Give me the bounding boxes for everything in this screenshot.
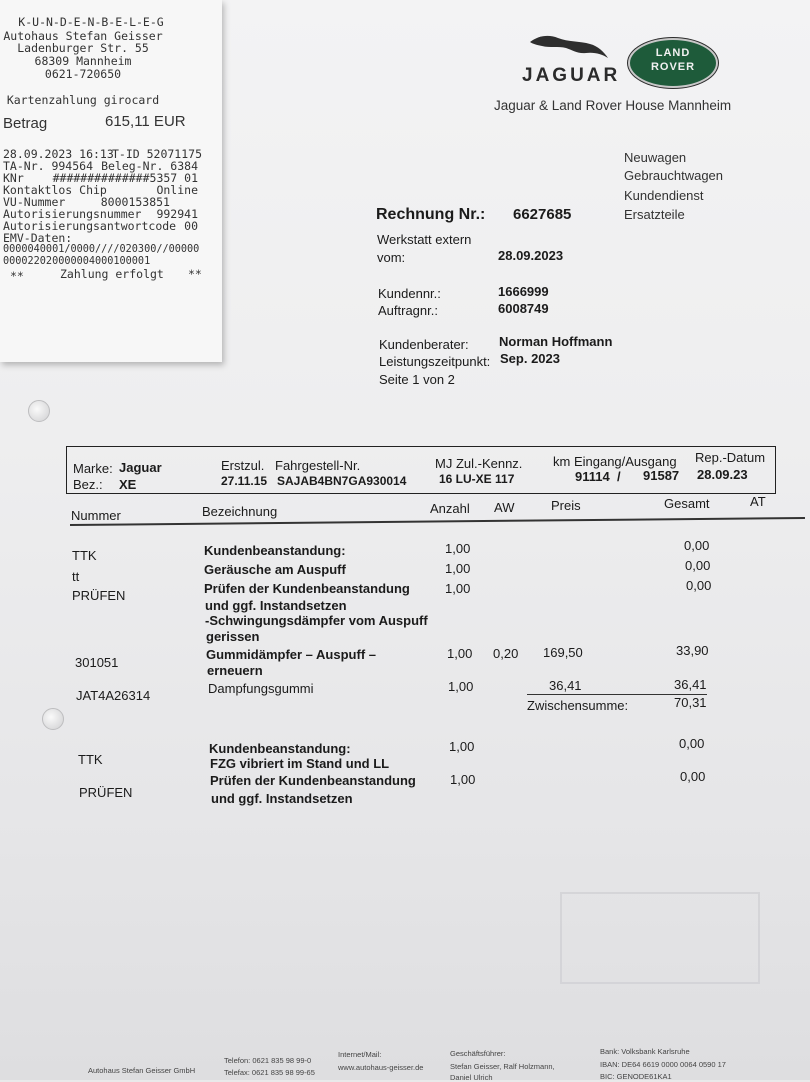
col-anzahl: Anzahl: [430, 501, 470, 516]
mj: 16 LU-XE 117: [439, 472, 515, 486]
lr-rover: ROVER: [650, 61, 696, 73]
receipt-amount: 615,11 EUR: [105, 113, 186, 130]
card-receipt: [0, 0, 222, 362]
receipt-title: K-U-N-D-E-N-B-E-L-E-G: [18, 15, 164, 29]
receipt-line-r: ##############5357 01: [52, 171, 198, 185]
subtotal-label: Zwischensumme:: [527, 698, 629, 713]
receipt-status-right: **: [188, 267, 202, 281]
bez-label: Bez.:: [73, 477, 103, 492]
footer-tel: Telefon: 0621 835 98 99-0: [224, 1056, 312, 1065]
km-out: 91587: [643, 468, 680, 483]
row-anz: 1,00: [445, 561, 471, 576]
km-in: 91114: [575, 469, 610, 484]
receipt-line-r: 8000153851: [100, 195, 170, 209]
land-rover-logo: [628, 38, 718, 88]
col-nummer: Nummer: [71, 508, 121, 523]
leistung-label: Leistungszeitpunkt:: [379, 354, 491, 369]
row-bez: Geräusche am Auspuff: [204, 562, 346, 577]
marke: Jaguar: [119, 460, 162, 475]
row-ges: 33,90: [676, 643, 709, 658]
row-ges: 0,00: [686, 578, 712, 593]
col-at: AT: [750, 494, 766, 509]
col-preis: Preis: [551, 498, 581, 513]
receipt-merchant-street: Ladenburger Str. 55: [17, 41, 149, 55]
row-preis: 36,41: [549, 678, 582, 693]
footer-gf: Stefan Geisser, Ralf Holzmann,: [450, 1062, 555, 1071]
rep-label: Rep.-Datum: [695, 450, 766, 465]
row-ges: 0,00: [679, 736, 705, 751]
kundennr-label: Kundennr.:: [378, 286, 441, 301]
auftragnr: 6008749: [498, 301, 549, 316]
header-rule: [70, 517, 805, 526]
col-gesamt: Gesamt: [664, 496, 710, 511]
receipt-merchant-name: Autohaus Stefan Geisser: [3, 29, 163, 43]
row-bez: Kundenbeanstandung:: [204, 543, 346, 558]
erstzul: 27.11.15: [221, 474, 268, 488]
row-bez: erneuern: [207, 663, 263, 678]
row-bez: Dampfungsgummi: [208, 681, 314, 696]
vom-label: vom:: [377, 250, 406, 265]
jaguar-leaper-icon: [528, 32, 610, 66]
receipt-line-r: Online: [156, 183, 198, 197]
receipt-status: Zahlung erfolgt: [60, 267, 164, 281]
row-preis: 169,50: [543, 645, 583, 660]
row-ges: 0,00: [685, 558, 711, 573]
receipt-line-r: T-ID 52071175: [112, 147, 203, 161]
faint-stamp: [560, 892, 760, 984]
lr-land: LAND: [655, 47, 691, 59]
row-bez: und ggf. Instandsetzen: [211, 791, 353, 806]
berater-label: Kundenberater:: [379, 337, 469, 352]
footer-gf2: Daniel Ulrich: [450, 1073, 493, 1082]
mj-label: MJ Zul.-Kennz.: [435, 456, 523, 471]
receipt-line-l: EMV-Daten:: [3, 231, 73, 245]
receipt-line-l: KNr: [3, 171, 24, 185]
row-anz: 1,00: [445, 581, 471, 596]
receipt-line-l: 0000040001/0000////020300//00000: [3, 244, 200, 255]
receipt-line-l: VU-Nummer: [3, 195, 66, 209]
receipt-payment-type: Kartenzahlung girocard: [6, 93, 160, 107]
receipt-line-l: Autorisierungsnummer: [3, 207, 142, 221]
row-nr: tt: [72, 569, 80, 584]
receipt-line-r: Beleg-Nr. 6384: [101, 159, 198, 173]
row-ges: 0,00: [684, 538, 710, 553]
fgst: SAJAB4BN7GA930014: [277, 474, 407, 488]
receipt-line-l: 000022020000004000100001: [3, 256, 151, 267]
invoice-number: 6627685: [513, 206, 572, 223]
footer-fax: Telefax: 0621 835 98 99-65: [224, 1068, 315, 1077]
footer-iban: IBAN: DE64 6619 0000 0064 0590 17: [600, 1060, 726, 1069]
vehicle-box: [66, 446, 776, 494]
row-bez: und ggf. Instandsetzen: [205, 598, 347, 613]
row-nr: TTK: [72, 548, 97, 563]
row-bez: Gummidämpfer – Auspuff –: [206, 647, 376, 662]
row-bez: gerissen: [206, 629, 260, 644]
receipt-line-l: 28.09.2023 16:13: [3, 147, 114, 161]
receipt-status-left: **: [10, 269, 24, 283]
service-item: Ersatzteile: [624, 207, 685, 222]
erstzul-label: Erstzul.: [221, 458, 265, 473]
footer-bank: Bank: Volksbank Karlsruhe: [600, 1047, 690, 1056]
row-aw: 0,20: [493, 646, 519, 661]
fgst-label: Fahrgestell-Nr.: [275, 458, 361, 473]
receipt-line-r: 00: [184, 219, 198, 233]
row-bez: FZG vibriert im Stand und LL: [210, 756, 390, 771]
row-bez: Prüfen der Kundenbeanstandung: [204, 581, 410, 596]
row-anz: 1,00: [450, 772, 476, 787]
row-nr: PRÜFEN: [79, 785, 133, 800]
receipt-line-l: Kontaktlos Chip: [3, 183, 107, 197]
receipt-amount-label: Betrag: [3, 115, 48, 132]
receipt-line-l: TA-Nr. 994564: [3, 159, 94, 173]
invoice-date: 28.09.2023: [498, 248, 564, 263]
row-anz: 1,00: [448, 679, 474, 694]
row-nr: PRÜFEN: [72, 588, 126, 603]
col-aw: AW: [494, 500, 515, 515]
subtotal: 70,31: [674, 695, 707, 710]
row-anz: 1,00: [445, 541, 471, 556]
receipt-merchant-city: 68309 Mannheim: [34, 54, 132, 68]
row-anz: 1,00: [447, 646, 473, 661]
auftragnr-label: Auftragnr.:: [378, 303, 438, 318]
footer-company: Autohaus Stefan Geisser GmbH: [88, 1066, 196, 1075]
col-bezeichnung: Bezeichnung: [202, 504, 278, 519]
row-nr: JAT4A26314: [76, 688, 151, 703]
row-ges: 0,00: [680, 769, 706, 784]
row-bez: -Schwingungsdämpfer vom Auspuff: [205, 613, 428, 628]
receipt-line-r: 992941: [156, 207, 198, 221]
receipt-merchant-phone: 0621-720650: [44, 67, 122, 81]
footer-internet: www.autohaus-geisser.de: [338, 1063, 424, 1072]
marke-label: Marke:: [73, 461, 113, 476]
footer-bic: BIC: GENODE61KA1: [600, 1072, 672, 1081]
row-bez: Prüfen der Kundenbeanstandung: [210, 773, 416, 788]
km-sep: /: [617, 469, 621, 484]
row-ges: 36,41: [674, 677, 707, 692]
rep: 28.09.23: [697, 467, 748, 482]
kundennr: 1666999: [498, 284, 549, 299]
receipt-line-l: Autorisierungsantwortcode: [3, 219, 177, 233]
row-bez: Kundenbeanstandung:: [209, 741, 351, 756]
service-item: Neuwagen: [624, 150, 687, 165]
service-item: Kundendienst: [624, 188, 704, 203]
page-indicator: Seite 1 von 2: [379, 372, 455, 387]
werkstatt-label: Werkstatt extern: [377, 232, 472, 247]
jaguar-wordmark: JAGUAR: [522, 65, 621, 86]
row-nr: TTK: [78, 752, 103, 767]
footer-gf-label: Geschäftsführer:: [450, 1049, 506, 1058]
house-name: Jaguar & Land Rover House Mannheim: [494, 98, 732, 113]
footer-internet-label: Internet/Mail:: [338, 1050, 382, 1059]
bez: XE: [119, 477, 137, 492]
row-anz: 1,00: [449, 739, 475, 754]
leistung: Sep. 2023: [500, 351, 560, 366]
km-label: km Eingang/Ausgang: [553, 454, 677, 469]
service-item: Gebrauchtwagen: [624, 168, 724, 183]
punch-hole: [28, 400, 50, 422]
berater: Norman Hoffmann: [499, 334, 613, 349]
row-nr: 301051: [75, 655, 119, 670]
punch-hole: [42, 708, 64, 730]
invoice-label: Rechnung Nr.:: [376, 206, 486, 223]
